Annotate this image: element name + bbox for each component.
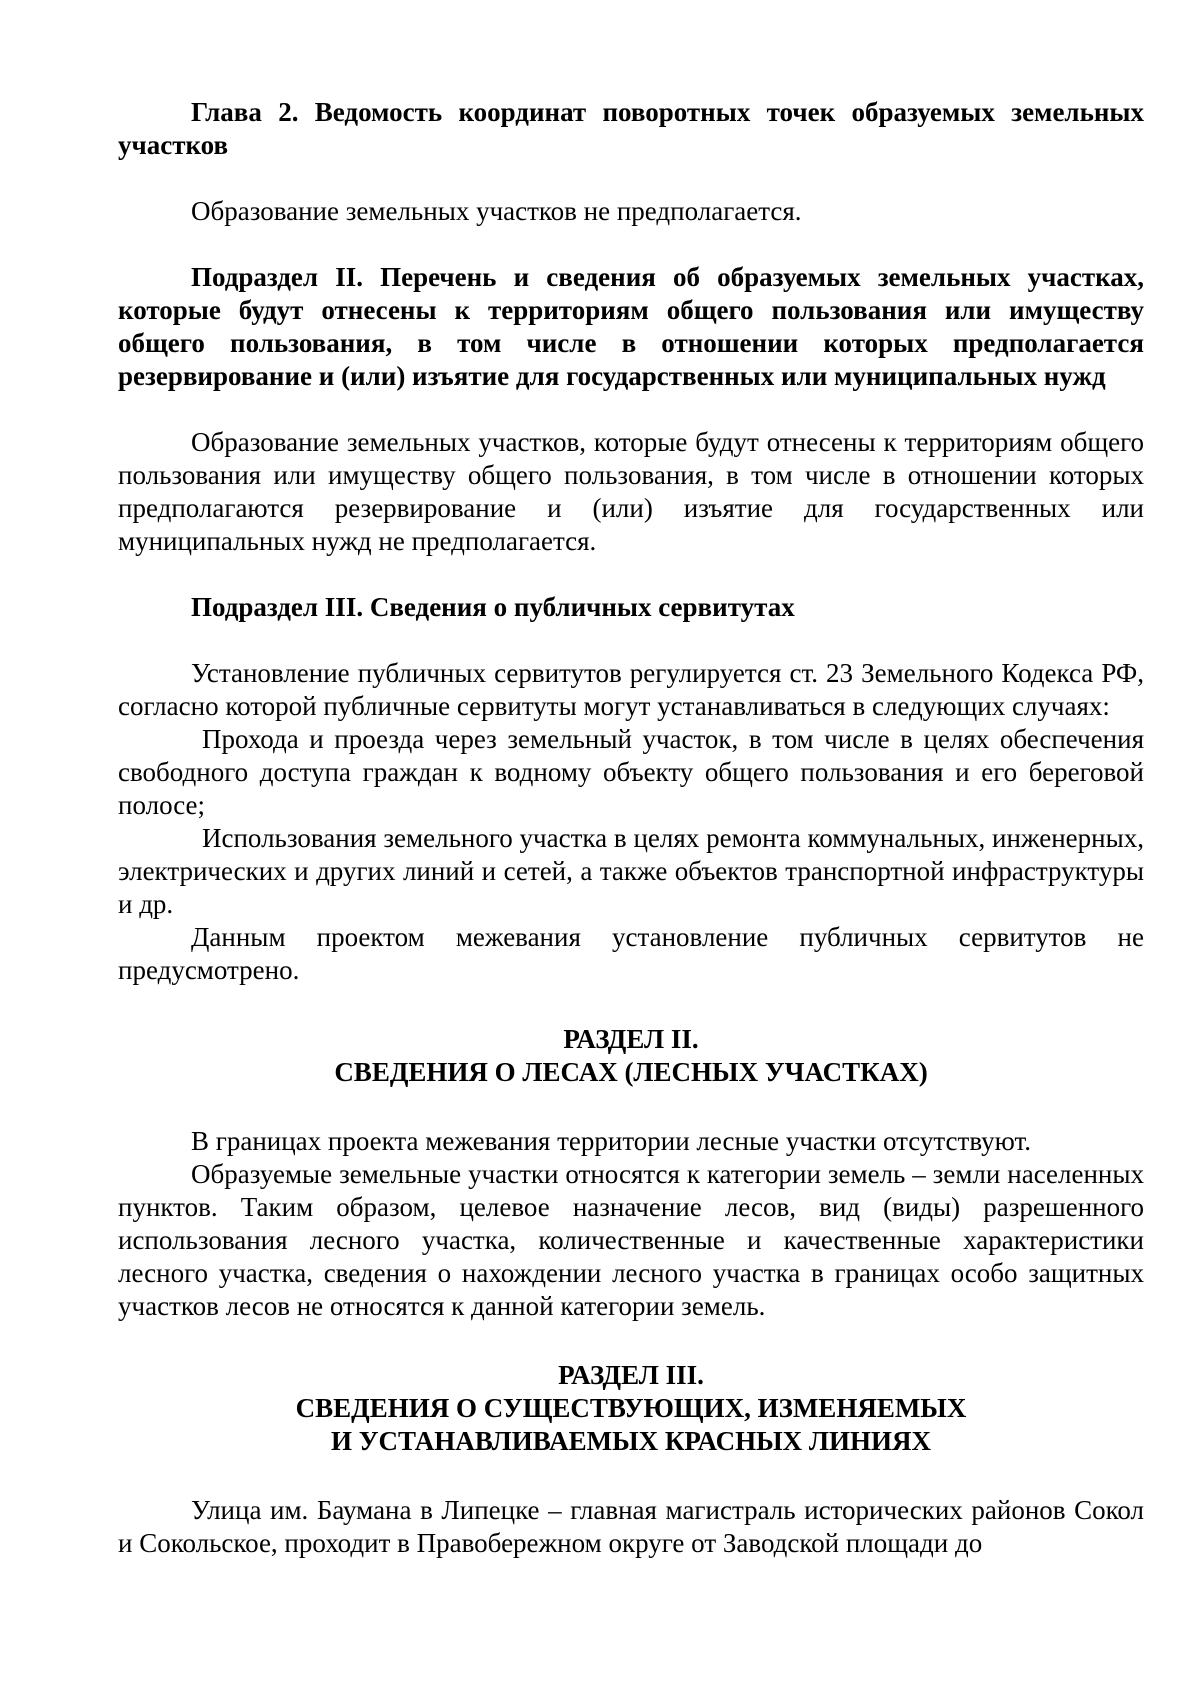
spacer bbox=[118, 624, 1144, 657]
section3-title-line-1: СВЕДЕНИЯ О СУЩЕСТВУЮЩИХ, ИЗМЕНЯЕМЫХ bbox=[295, 1393, 967, 1423]
section2-paragraph-1: В границах проекта межевания территории лесные участки отсутствуют. bbox=[191, 1126, 1031, 1156]
subsection3-paragraph-3: Использования земельного участка в целях ремонта коммунальных, инженерных, электрических и других линий и сетей, а также объектов транспортной инфраструктуры и др. bbox=[118, 823, 1144, 919]
spacer bbox=[118, 558, 1144, 591]
section3-paragraph-1: Улица им. Баумана в Липецке – главная магистраль исторических районов Сокол и Сокольское, проходит в Правобережном округе от Заводской площади до bbox=[118, 1495, 1144, 1558]
section3-number: РАЗДЕЛ III. bbox=[558, 1360, 704, 1390]
section2-title: СВЕДЕНИЯ О ЛЕСАХ (ЛЕСНЫХ УЧАСТКАХ) bbox=[334, 1057, 928, 1087]
spacer bbox=[118, 987, 1144, 1023]
subsection3-paragraph-1: Установление публичных сервитутов регулируется ст. 23 Земельного Кодекса РФ, согласно которой публичные сервитуты могут устанавливаться в следующих случаях: bbox=[118, 658, 1144, 721]
subsection3-paragraph-4: Данным проектом межевания установление публичных сервитутов не предусмотрено. bbox=[118, 922, 1144, 985]
document-page bbox=[118, 96, 1144, 1560]
section2-heading bbox=[118, 1023, 1144, 1089]
section3-title-line-2: И УСТАНАВЛИВАЕМЫХ КРАСНЫХ ЛИНИЯХ bbox=[330, 1426, 932, 1456]
chapter2-heading: Глава 2. Ведомость координат поворотных точек образуемых земельных участков bbox=[118, 97, 1144, 160]
spacer bbox=[118, 162, 1144, 195]
subsection3-paragraph-2: Прохода и проезда через земельный участок, в том числе в целях обеспечения свободного доступа граждан к водному объекту общего пользования и его береговой полосе; bbox=[118, 724, 1144, 820]
subsection3-heading: Подраздел III. Сведения о публичных сервитутах bbox=[191, 592, 795, 622]
section2-number: РАЗДЕЛ II. bbox=[563, 1024, 699, 1054]
spacer bbox=[118, 1089, 1144, 1125]
chapter2-text: Образование земельных участков не предполагается. bbox=[191, 196, 802, 226]
subsection2-text: Образование земельных участков, которые будут отнесены к территориям общего пользования или имуществу общего пользования, в том числе в отношении которых предполагаются резервирование и (или) изъятие для государственных или муниципальных нужд не предполагается. bbox=[118, 427, 1144, 556]
spacer bbox=[118, 393, 1144, 426]
subsection2-heading: Подраздел II. Перечень и сведения об образуемых земельных участках, которые будут отнесены к территориям общего пользования или имуществу общего пользования, в том числе в отношении которых предполагается резервирование и (или) изъятие для государственных или муниципальных нужд bbox=[118, 262, 1144, 391]
spacer bbox=[118, 1323, 1144, 1359]
section2-paragraph-2: Образуемые земельные участки относятся к категории земель – земли населенных пунктов. Таким образом, целевое назначение лесов, вид (виды) разрешенного использования лесного участка, количественные и качественные характеристики лесного участка, сведения о нахождении лесного участка в границах особо защитных участков лесов не относятся к данной категории земель. bbox=[118, 1159, 1144, 1321]
section3-heading bbox=[118, 1359, 1144, 1458]
spacer bbox=[118, 228, 1144, 261]
spacer bbox=[118, 1458, 1144, 1494]
